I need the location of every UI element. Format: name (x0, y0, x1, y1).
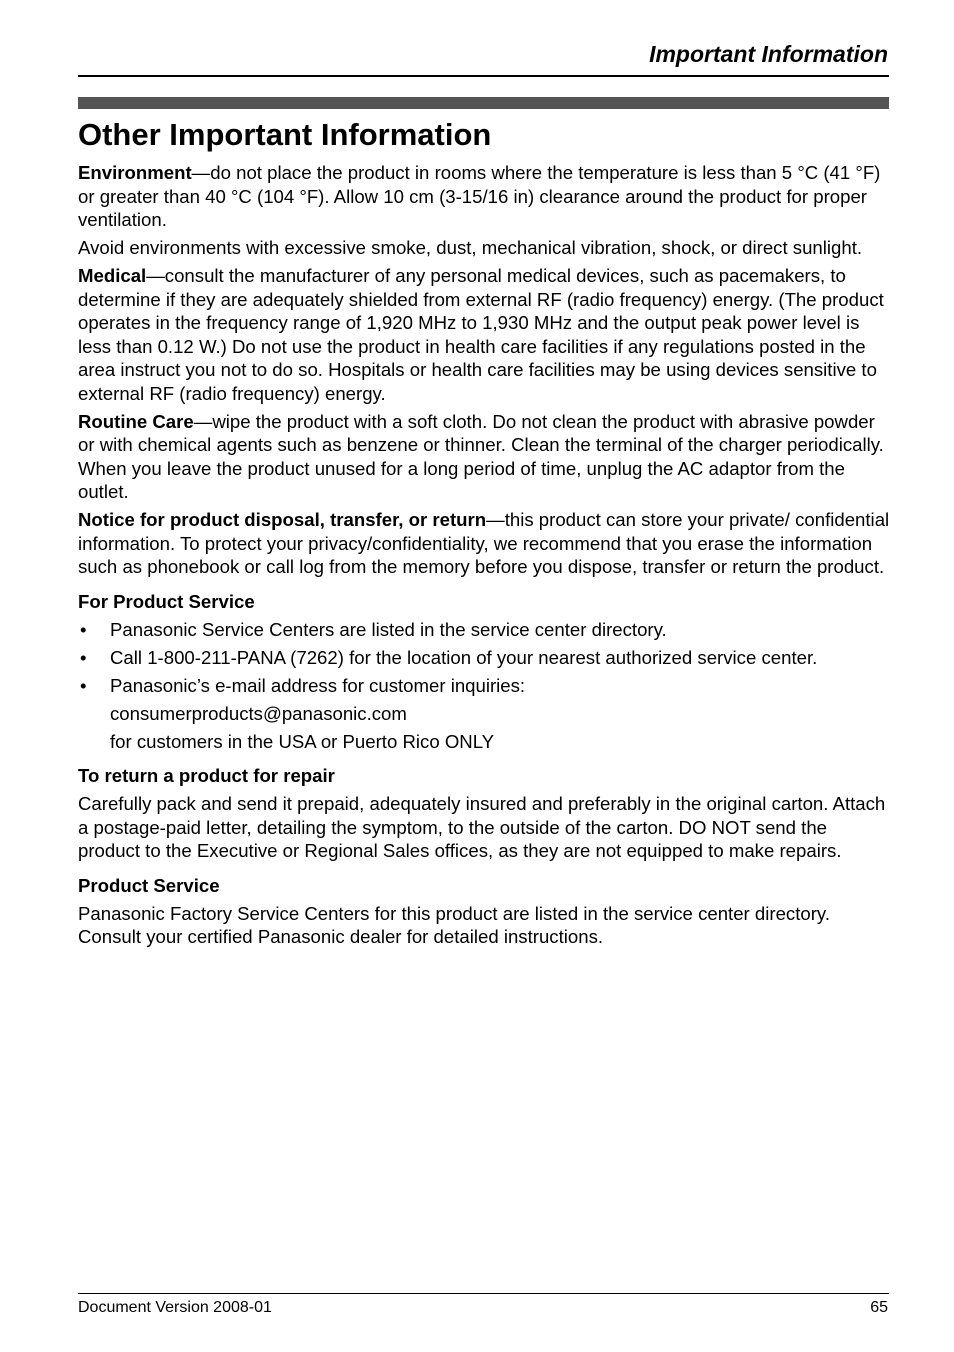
environment-label: Environment (78, 162, 192, 183)
service-paragraph: Panasonic Factory Service Centers for this product are listed in the service center directory. Consult your certified Panasonic dealer for detailed instructions. (78, 902, 830, 947)
medical-paragraph (78, 264, 890, 405)
medical-text: —consult the manufacturer of any personal medical devices, such as pacemakers, to determine if they are adequately shielded from external RF (radio frequency) energy. (The product operates in the frequency range of 1,920 MHz to 1,930 MHz and the output peak power level is less than 0.12 W.) Do not use the product in health care facilities if any regulations posted in the area instruct you not to do so. Hospitals or health care facilities may be using devices sensitive to external RF (radio frequency) energy. (78, 265, 884, 404)
list-item-text: Call 1-800-211-PANA (7262) for the location of your nearest authorized service center. (110, 646, 818, 668)
service-bullet-list (78, 618, 890, 698)
list-item (78, 674, 890, 698)
list-item-text: Panasonic’s e-mail address for customer inquiries: (110, 674, 526, 696)
disposal-text: —this product can store your private/ confidential information. To protect your privacy/confidentiality, we recommend that you erase the information such as phonebook or call log from the memory before you dispose, transfer or return the product. (78, 509, 890, 577)
bullet-icon: • (80, 674, 87, 696)
bullet-icon: • (80, 618, 87, 640)
list-item (78, 618, 890, 642)
service-heading: Product Service (78, 874, 220, 896)
email-note: for customers in the USA or Puerto Rico ONLY (110, 730, 495, 752)
environment-paragraph (78, 161, 890, 232)
routine-care-paragraph (78, 410, 890, 504)
return-heading: To return a product for repair (78, 765, 335, 786)
bullet-icon: • (80, 646, 87, 668)
disposal-label: Notice for product disposal, transfer, or return (78, 509, 487, 530)
avoid-paragraph: Avoid environments with excessive smoke, dust, mechanical vibration, shock, or direct sunlight. (78, 237, 863, 258)
document-version: Document Version 2008-01 (78, 1299, 272, 1316)
footer-rule (78, 1293, 889, 1294)
disposal-paragraph (78, 508, 890, 579)
running-header: Important Information (649, 41, 888, 67)
medical-label: Medical (78, 265, 147, 286)
environment-text: —do not place the product in rooms where the temperature is less than 5 °C (41 °F) or greater than 40 °C (104 °F). Allow 10 cm (3-15/16 in) clearance around the product for proper ventilation. (78, 162, 881, 230)
header-rule (78, 75, 889, 77)
list-item-text: Panasonic Service Centers are listed in the service center directory. (110, 618, 667, 640)
page-content (78, 114, 890, 953)
email-address: consumerproducts@panasonic.com (110, 702, 407, 724)
return-paragraph: Carefully pack and send it prepaid, adequately insured and preferably in the original carton. Attach a postage-paid letter, detailing the symptom, to the outside of the carton. DO NOT send the product to the Executive or Regional Sales offices, as they are not equipped to make repairs. (78, 793, 886, 861)
page-title: Other Important Information (78, 117, 492, 152)
page-number: 65 (870, 1299, 888, 1316)
product-service-heading: For Product Service (78, 590, 255, 612)
routine-care-label: Routine Care (78, 410, 194, 432)
routine-care-text: —wipe the product with a soft cloth. Do not clean the product with abrasive powder or with chemical agents such as benzene or thinner. Clean the terminal of the charger periodically. When you leave the product unused for a long period of time, unplug the AC adaptor from the outlet. (78, 410, 884, 502)
section-bar (78, 97, 889, 109)
list-item (78, 646, 890, 670)
